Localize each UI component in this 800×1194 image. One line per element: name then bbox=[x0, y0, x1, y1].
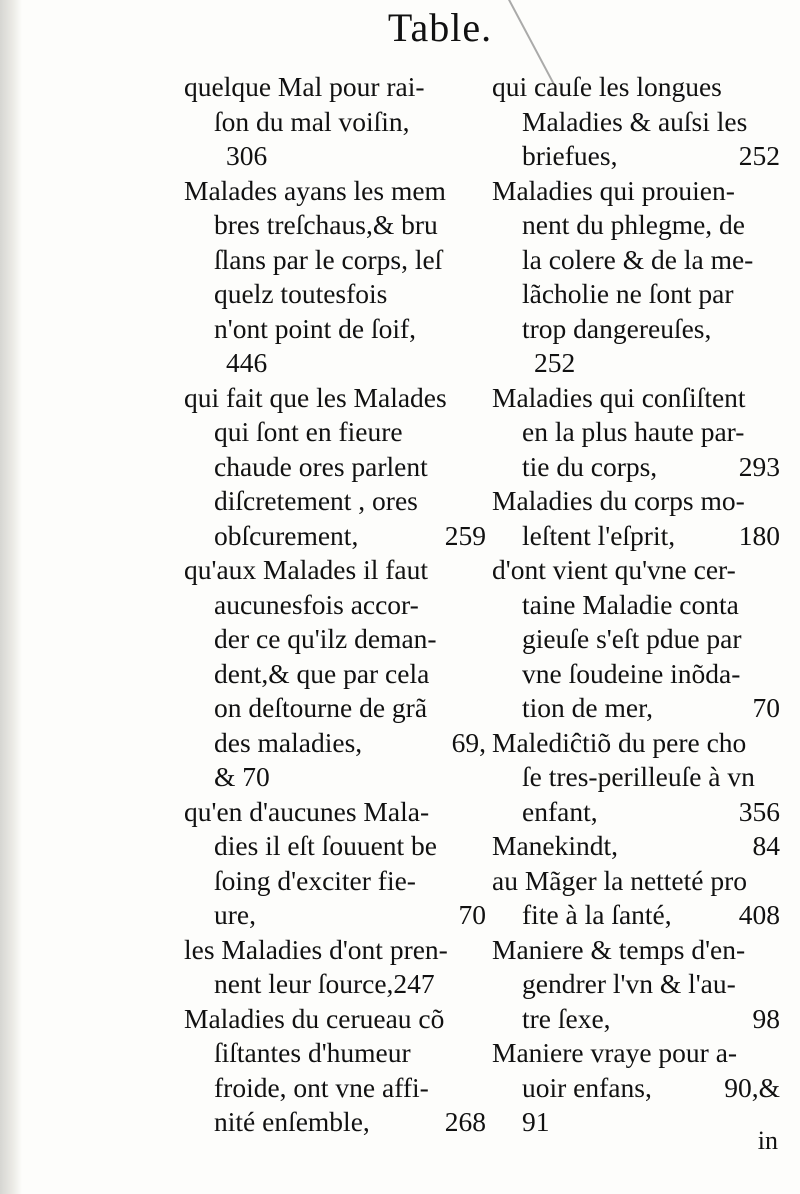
entry-line: au Mãger la netteté pro bbox=[492, 864, 748, 896]
index-entry bbox=[492, 381, 780, 485]
index-entry bbox=[184, 1002, 486, 1140]
page-gutter-shadow bbox=[0, 0, 22, 1194]
index-entry bbox=[184, 553, 486, 795]
index-entry bbox=[184, 70, 486, 174]
entry-line: aucunesfois accor- bbox=[214, 588, 419, 620]
entry-line: Maladies qui conſiſtent bbox=[492, 381, 746, 413]
entry-line bbox=[492, 795, 780, 830]
page-reference: 180 bbox=[738, 519, 780, 551]
entry-line: quelz toutesfois bbox=[214, 278, 388, 309]
index-entry bbox=[184, 381, 486, 554]
entry-line: d'ont vient qu'vne cer- bbox=[492, 554, 736, 585]
page-reference: 408 bbox=[738, 899, 780, 930]
index-entry bbox=[492, 174, 780, 381]
index-column-right bbox=[492, 70, 780, 1140]
entry-line: Maniere vraye pour a- bbox=[492, 1037, 738, 1068]
index-entry bbox=[492, 829, 780, 864]
page-reference: 268 bbox=[444, 1106, 486, 1137]
entry-line bbox=[184, 898, 486, 933]
page-reference: 69, bbox=[451, 726, 486, 758]
entry-line: ſe tres-perilleuſe à vn bbox=[522, 761, 755, 792]
entry-line: en la plus haute par- bbox=[522, 416, 745, 447]
entry-line: Maladies qui prouien- bbox=[492, 174, 735, 206]
entry-term: Manekindt, bbox=[492, 830, 619, 861]
entry-line bbox=[184, 1105, 486, 1140]
entry-line: qui ſont en fieure bbox=[214, 416, 403, 447]
entry-line: der ce qu'ilz deman- bbox=[214, 623, 437, 654]
page-reference: 84 bbox=[752, 830, 780, 861]
entry-line: chaude ores parlent bbox=[214, 450, 428, 482]
page-reference-continued: & 70 bbox=[214, 761, 270, 792]
entry-line: Malediĉtiõ du pere cho bbox=[492, 726, 747, 758]
entry-line bbox=[492, 1071, 780, 1106]
entry-line: la colere & de la me- bbox=[522, 243, 754, 275]
entry-text: enfant, bbox=[522, 795, 598, 827]
entry-text: tre ſexe, bbox=[522, 1002, 611, 1034]
entry-line: lãcholie ne ſont par bbox=[522, 278, 734, 309]
index-entry bbox=[492, 484, 780, 553]
entry-line: qui cauſe les longues bbox=[492, 71, 722, 102]
entry-line: n'ont point de ſoif, bbox=[214, 312, 417, 344]
entry-line: taine Maladie conta bbox=[522, 588, 739, 620]
entry-line: qu'aux Malades il faut bbox=[184, 554, 428, 585]
entry-line: les Maladies d'ont pren- bbox=[184, 933, 448, 965]
page-reference: 259 bbox=[444, 519, 486, 551]
index-entry bbox=[184, 933, 486, 1002]
page-reference: 70 bbox=[458, 899, 486, 930]
entry-line: qu'en d'aucunes Mala- bbox=[184, 795, 430, 827]
page-reference: 252 bbox=[738, 140, 780, 171]
entry-line: bres treſchaus,& bru bbox=[214, 209, 438, 240]
entry-text: obſcurement, bbox=[214, 519, 359, 551]
index-entry bbox=[184, 795, 486, 933]
page-reference: 356 bbox=[738, 795, 780, 827]
entry-line: nent leur ſource,247 bbox=[214, 968, 435, 999]
entry-text: tion de mer, bbox=[522, 692, 654, 723]
index-entry bbox=[492, 864, 780, 933]
entry-line: trop dangereuſes, bbox=[522, 312, 712, 344]
entry-line bbox=[492, 1002, 780, 1037]
entry-line: on deſtourne de grã bbox=[214, 692, 428, 723]
page-reference: 252 bbox=[534, 347, 576, 378]
page-reference: 90,& bbox=[724, 1071, 780, 1103]
index-entry bbox=[492, 933, 780, 1037]
index-entry bbox=[492, 553, 780, 726]
entry-text: leſtent l'eſprit, bbox=[522, 519, 676, 551]
index-column-left bbox=[184, 70, 486, 1140]
entry-line bbox=[492, 519, 780, 554]
page-reference-continued: 91 bbox=[522, 1106, 550, 1137]
entry-line: gendrer l'vn & l'au- bbox=[522, 968, 736, 999]
entry-line bbox=[492, 139, 780, 174]
entry-line bbox=[184, 726, 486, 761]
page-reference: 306 bbox=[226, 140, 268, 171]
page-reference: 98 bbox=[752, 1002, 780, 1034]
page-reference: 70 bbox=[752, 692, 780, 723]
entry-text: ure, bbox=[214, 899, 256, 930]
entry-text: tie du corps, bbox=[522, 450, 658, 482]
entry-line: ſoing d'exciter fie- bbox=[214, 864, 416, 896]
entry-line: qui fait que les Malades bbox=[184, 381, 447, 413]
page-reference: 293 bbox=[738, 450, 780, 482]
entry-line: vne ſoudeine inõda- bbox=[522, 657, 741, 689]
entry-line: ſiſtantes d'humeur bbox=[214, 1037, 411, 1068]
index-entry bbox=[492, 726, 780, 830]
entry-line: ſon du mal voiſin, bbox=[214, 105, 410, 137]
entry-text: nité enſemble, bbox=[214, 1106, 370, 1137]
entry-line: Maladies & auſsi les bbox=[522, 105, 748, 137]
entry-line: Maladies du corps mo- bbox=[492, 485, 745, 516]
index-entry bbox=[492, 70, 780, 174]
entry-line bbox=[492, 898, 780, 933]
entry-line: Maniere & temps d'en- bbox=[492, 933, 746, 965]
entry-line bbox=[492, 691, 780, 726]
entry-line bbox=[184, 519, 486, 554]
entry-line: nent du phlegme, de bbox=[522, 209, 745, 240]
entry-text: briefues, bbox=[522, 140, 618, 171]
page-reference: 446 bbox=[226, 347, 268, 378]
catchword: in bbox=[757, 1126, 778, 1155]
entry-line: quelque Mal pour rai- bbox=[184, 71, 425, 102]
running-head: Table. bbox=[387, 5, 493, 50]
entry-line: ſlans par le corps, leſ bbox=[214, 243, 443, 275]
entry-line: diſcretement , ores bbox=[214, 485, 418, 516]
entry-text: des maladies, bbox=[214, 726, 363, 758]
entry-line: Malades ayans les mem bbox=[184, 174, 446, 206]
index-entry bbox=[492, 1036, 780, 1140]
entry-line bbox=[492, 450, 780, 485]
index-entry bbox=[184, 174, 486, 381]
entry-line: Maladies du cerueau cõ bbox=[184, 1002, 445, 1034]
entry-text: fite à la ſanté, bbox=[522, 899, 672, 930]
entry-line: froide, ont vne affi- bbox=[214, 1071, 429, 1103]
entry-text: uoir enfans, bbox=[522, 1071, 652, 1103]
entry-line: dent,& que par cela bbox=[214, 657, 430, 689]
entry-line: gieuſe s'eſt pdue par bbox=[522, 623, 742, 654]
entry-line: dies il eſt ſouuent be bbox=[214, 830, 438, 861]
entry-line bbox=[492, 829, 780, 864]
